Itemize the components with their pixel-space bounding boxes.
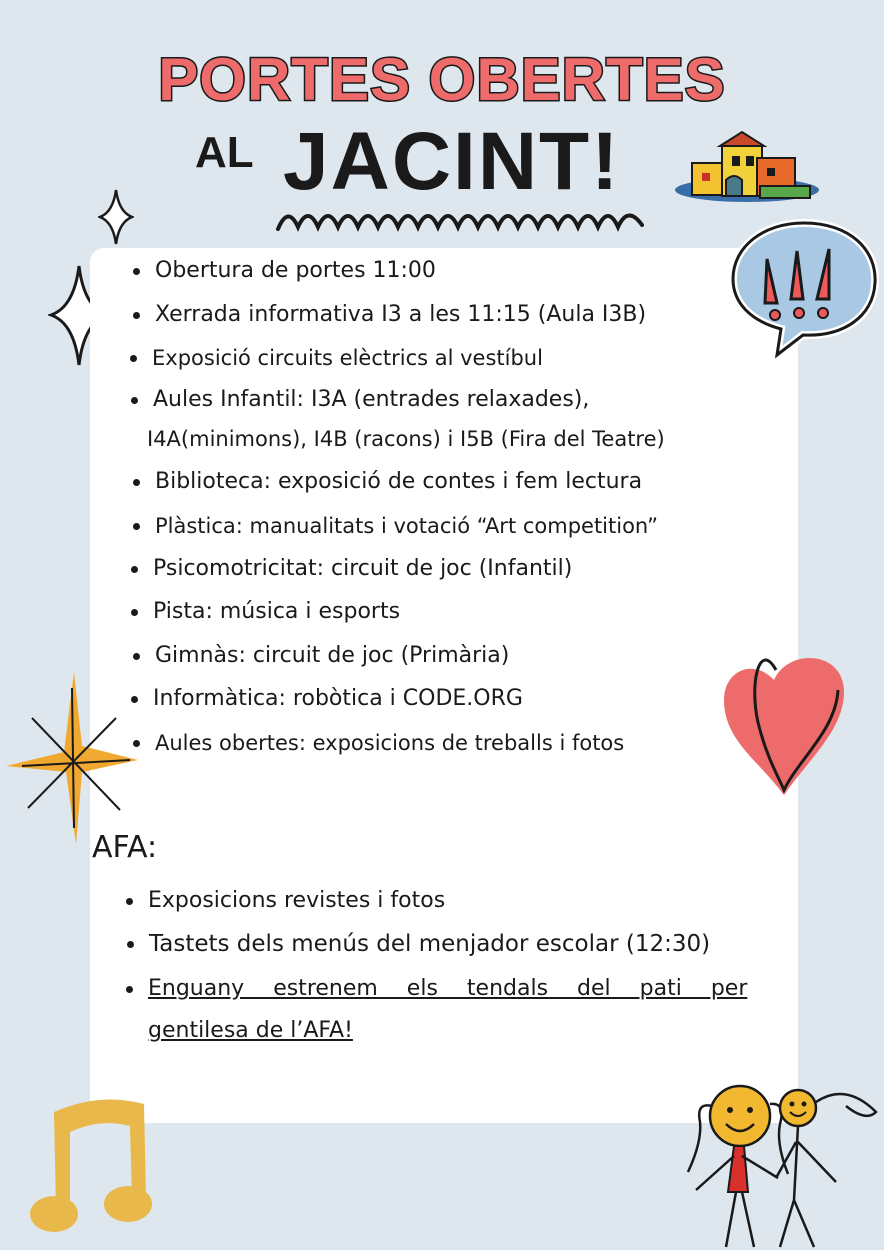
title-al: AL (195, 128, 254, 177)
list-item: Aules Infantil: I3A (entrades relaxades), (153, 385, 589, 415)
zigzag-underline-icon (276, 205, 646, 235)
houses-icon (672, 128, 822, 213)
bullet-icon (126, 986, 133, 993)
list-item: Biblioteca: exposició de contes i fem lectura (155, 467, 642, 497)
bullet-icon (133, 268, 140, 275)
exclamation-bubble-icon (725, 215, 883, 360)
list-item: Psicomotricitat: circuit de joc (Infantil) (153, 554, 572, 584)
list-item-continuation: gentilesa de l’AFA! (148, 1018, 353, 1043)
bullet-icon (126, 898, 133, 905)
title-line-1: PORTES OBERTES (158, 46, 726, 113)
list-item-continuation: I4A(minimons), I4B (racons) i I5B (Fira del Teatre) (147, 427, 665, 451)
starburst-icon (2, 668, 142, 848)
list-item: Enguany estrenem els tendals del pati per (148, 974, 747, 1004)
bullet-icon (133, 653, 140, 660)
music-note-icon (20, 1092, 155, 1237)
bullet-icon (131, 397, 138, 404)
list-item: Obertura de portes 11:00 (155, 256, 436, 286)
kids-drawing-icon (676, 1082, 884, 1250)
sparkle-icon (98, 188, 134, 246)
list-item: Gimnàs: circuit de joc (Primària) (155, 641, 509, 671)
list-item: Xerrada informativa I3 a les 11:15 (Aula I3B) (155, 300, 646, 330)
list-item: Plàstica: manualitats i votació “Art competition” (155, 511, 658, 541)
bullet-icon (130, 355, 137, 362)
list-item: Exposicions revistes i fotos (148, 886, 445, 916)
bullet-icon (133, 312, 140, 319)
list-item: Aules obertes: exposicions de treballs i fotos (155, 728, 624, 758)
bullet-icon (133, 479, 140, 486)
bullet-icon (131, 566, 138, 573)
list-item: Informàtica: robòtica i CODE.ORG (153, 684, 523, 714)
afa-heading: AFA: (92, 830, 158, 865)
title-jacint: JACINT! (283, 116, 621, 207)
bullet-icon (133, 523, 140, 530)
bullet-icon (127, 941, 134, 948)
bullet-icon (131, 609, 138, 616)
list-item: Tastets dels menús del menjador escolar (12:30) (149, 929, 710, 959)
heart-icon (718, 630, 850, 800)
list-item: Exposició circuits elèctrics al vestíbul (152, 343, 543, 373)
list-item: Pista: música i esports (153, 597, 400, 627)
